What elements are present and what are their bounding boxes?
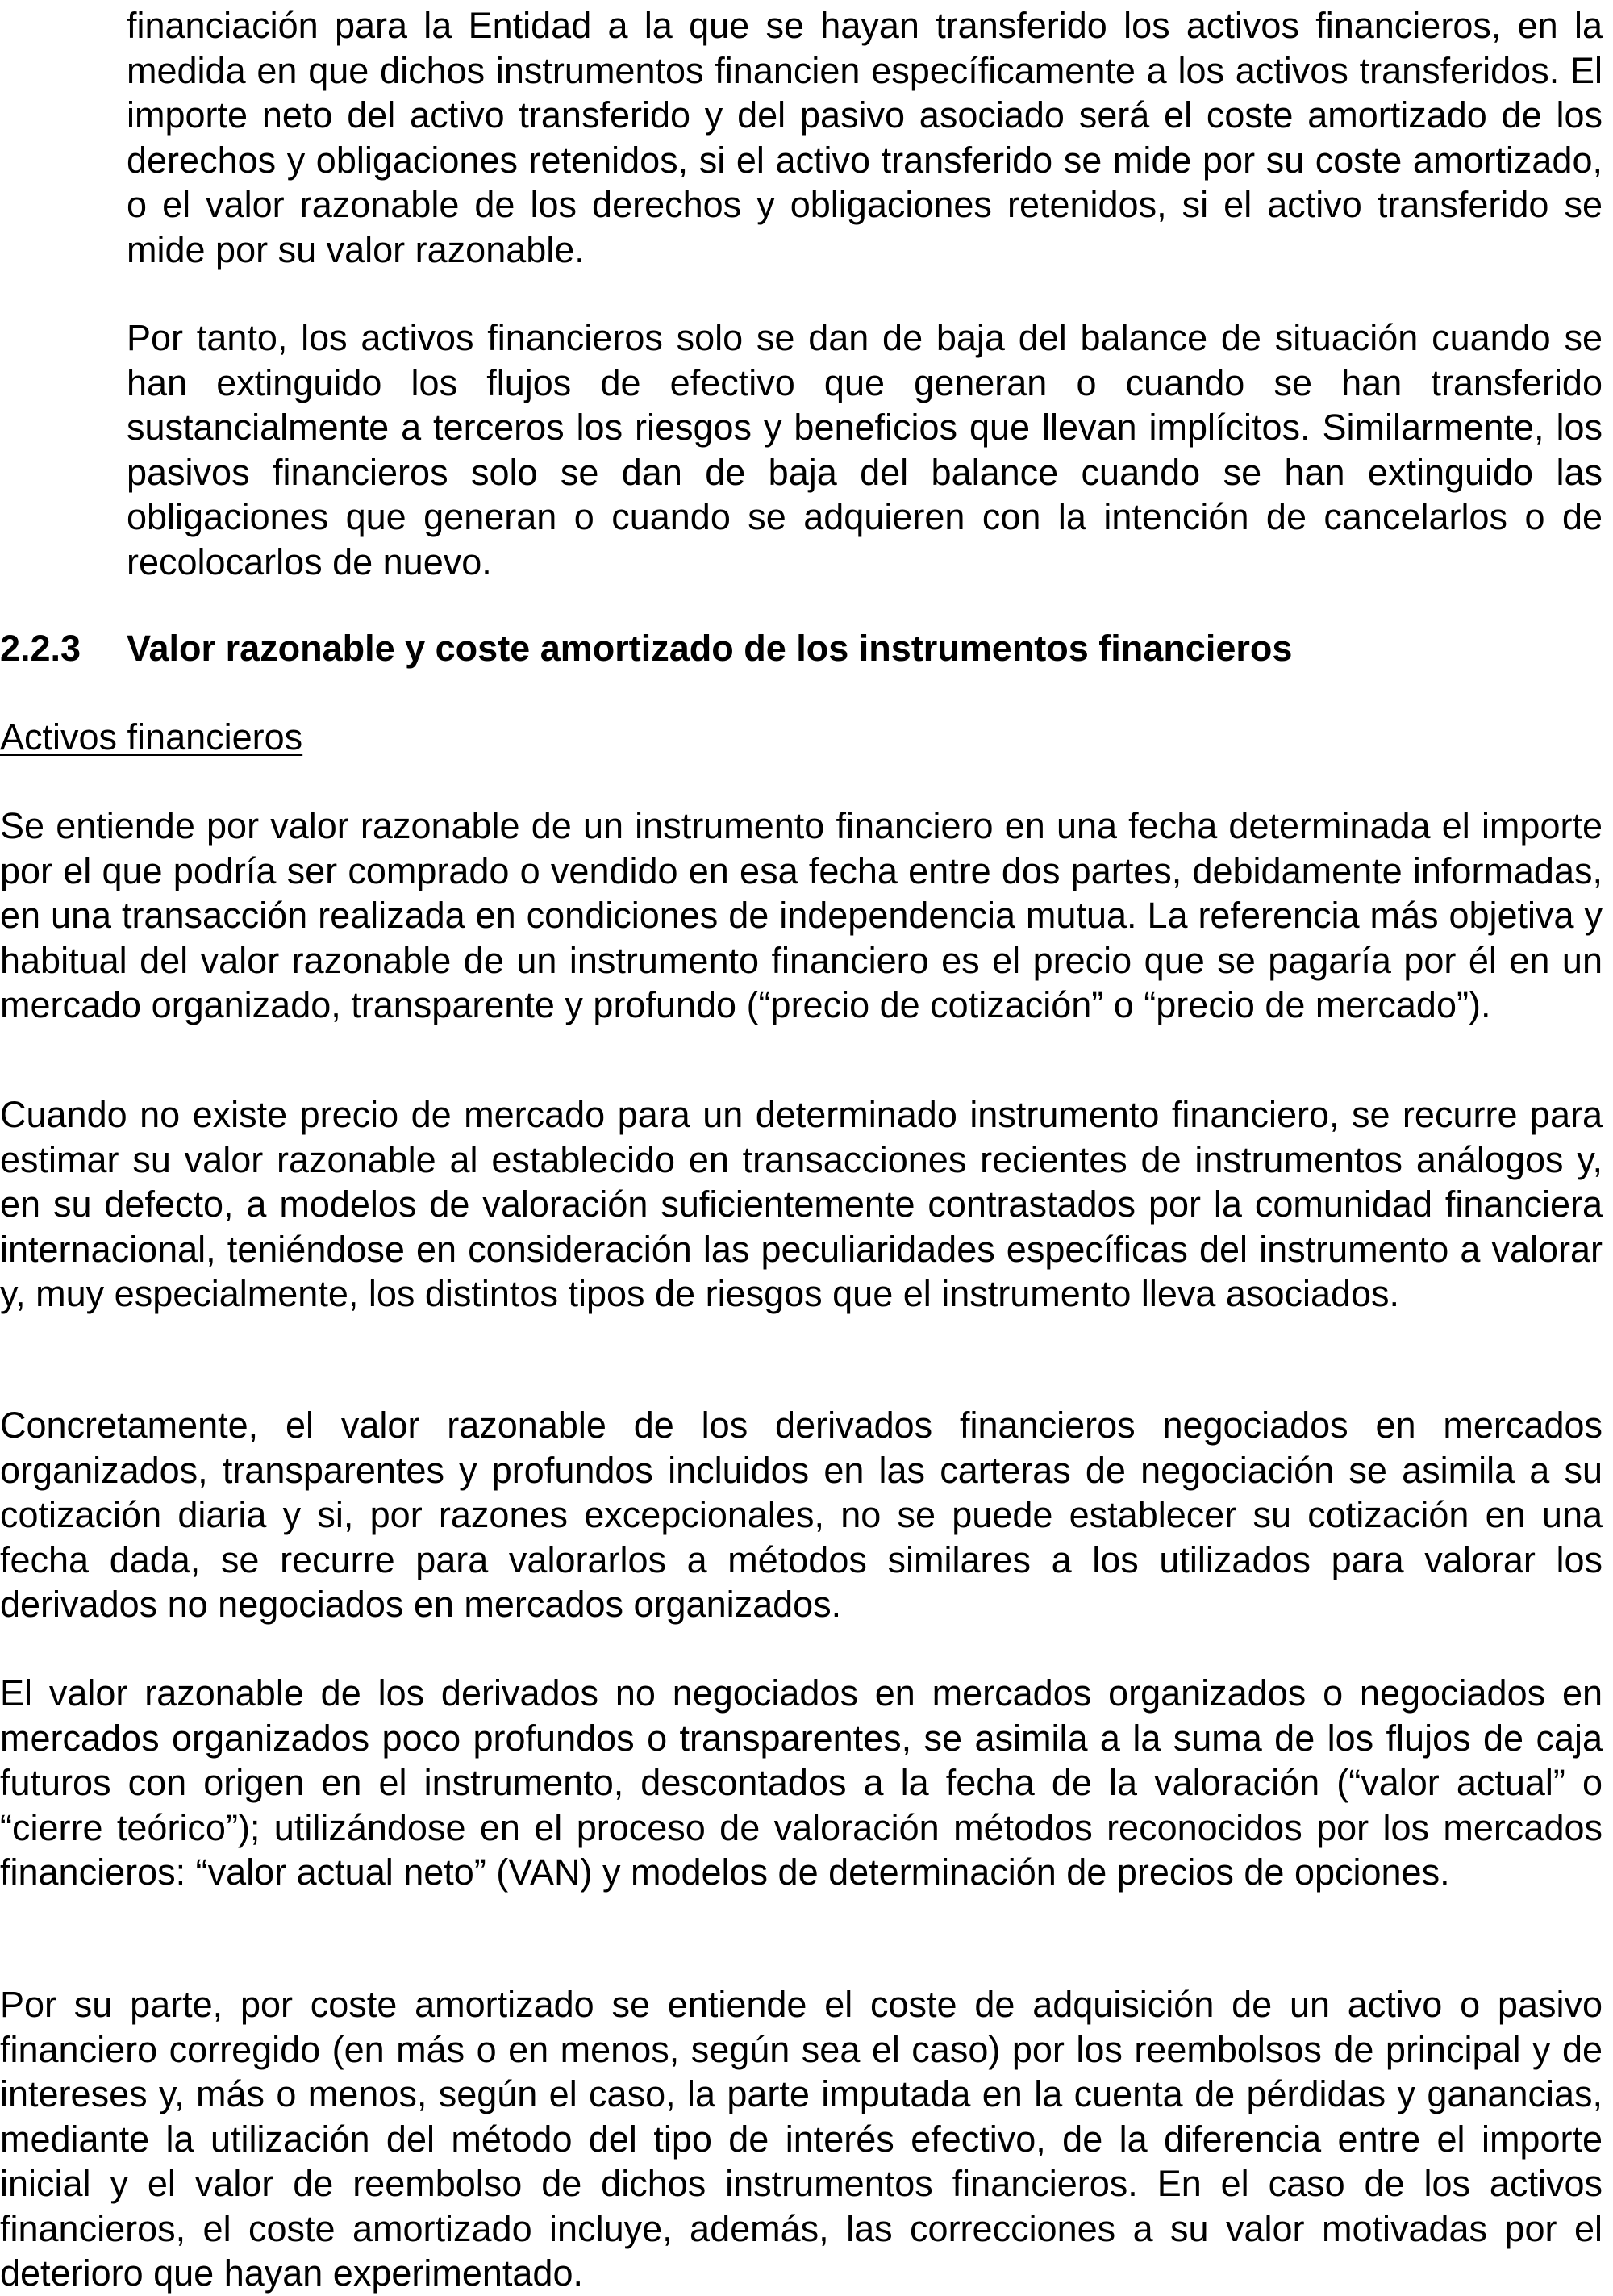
paragraph-otc-derivatives: El valor razonable de los derivados no negociados en mercados organizados o negociados en mercados organizados poco profundos o transparentes, se asimila a la suma de los flujos de caja futuros con origen en el instrumento, descontados a la fecha de la valoración (“valor actual” o “cierre teórico”); utilizándose en el proceso de valoración métodos reconocidos por los mercados financieros: “valor actual neto” (VAN) y modelos de determinación de precios de opciones.	[0, 1672, 1603, 1893]
subsection-title: Activos financieros	[0, 716, 303, 758]
paragraph-amortized-cost: Por su parte, por coste amortizado se entiende el coste de adquisición de un activo o pasivo financiero corregido (en más o en menos, según sea el caso) por los reembolsos de principal y de intereses y, más o menos, según el caso, la parte imputada en la cuenta de pérdidas y ganancias, mediante la utilización del método del tipo de interés efectivo, de la diferencia entre el importe inicial y el valor de reembolso de dichos instrumentos financieros. En el caso de los activos financieros, el coste amortizado incluye, además, las correcciones a su valor motivadas por el deterioro que hayan experimentado.	[0, 1984, 1603, 2294]
derecognition-paragraph: Por tanto, los activos financieros solo se dan de baja del balance de situación cuando se han extinguido los flujos de efectivo que generan o cuando se han transferido sustancialmente a terceros los riesgos y beneficios que llevan implícitos. Similarmente, los pasivos financieros solo se dan de baja del balance cuando se han extinguido las obligaciones que generan o cuando se adquieren con la intención de cancelarlos o de recolocarlos de nuevo.	[127, 317, 1603, 582]
continuation-paragraph: financiación para la Entidad a la que se hayan transferido los activos financieros, en la medida en que dichos instrumentos financien específicamente a los activos transferidos. El importe neto del activo transferido y del pasivo asociado será el coste amortizado de los derechos y obligaciones retenidos, si el activo transferido se mide por su coste amortizado, o el valor razonable de los derechos y obligaciones retenidos, si el activo transferido se mide por su valor razonable.	[127, 5, 1603, 270]
paragraph-organized-market-derivatives: Concretamente, el valor razonable de los derivados financieros negociados en mercados organizados, transparentes y profundos incluidos en las carteras de negociación se asimila a su cotización diaria y si, por razones excepcionales, no se puede establecer su cotización en una fecha dada, se recurre para valorarlos a métodos similares a los utilizados para valorar los derivados no negociados en mercados organizados.	[0, 1405, 1603, 1625]
paragraph-fair-value-definition: Se entiende por valor razonable de un instrumento financiero en una fecha determinada el importe por el que podría ser comprado o vendido en esa fecha entre dos partes, debidamente informadas, en una transacción realizada en condiciones de independencia mutua. La referencia más objetiva y habitual del valor razonable de un instrumento financiero es el precio que se pagaría por él en un mercado organizado, transparente y profundo (“precio de cotización” o “precio de mercado”).	[0, 805, 1603, 1025]
paragraph-no-market-price: Cuando no existe precio de mercado para un determinado instrumento financiero, se recurre para estimar su valor razonable al establecido en transacciones recientes de instrumentos análogos y, en su defecto, a modelos de valoración suficientemente contrastados por la comunidad financiera internacional, teniéndose en consideración las peculiaridades específicas del instrumento a valorar y, muy especialmente, los distintos tipos de riesgos que el instrumento lleva asociados.	[0, 1094, 1603, 1314]
section-heading	[0, 626, 1605, 671]
section-number: 2.2.3	[0, 628, 81, 669]
section-title: Valor razonable y coste amortizado de los instrumentos financieros	[127, 628, 1293, 669]
